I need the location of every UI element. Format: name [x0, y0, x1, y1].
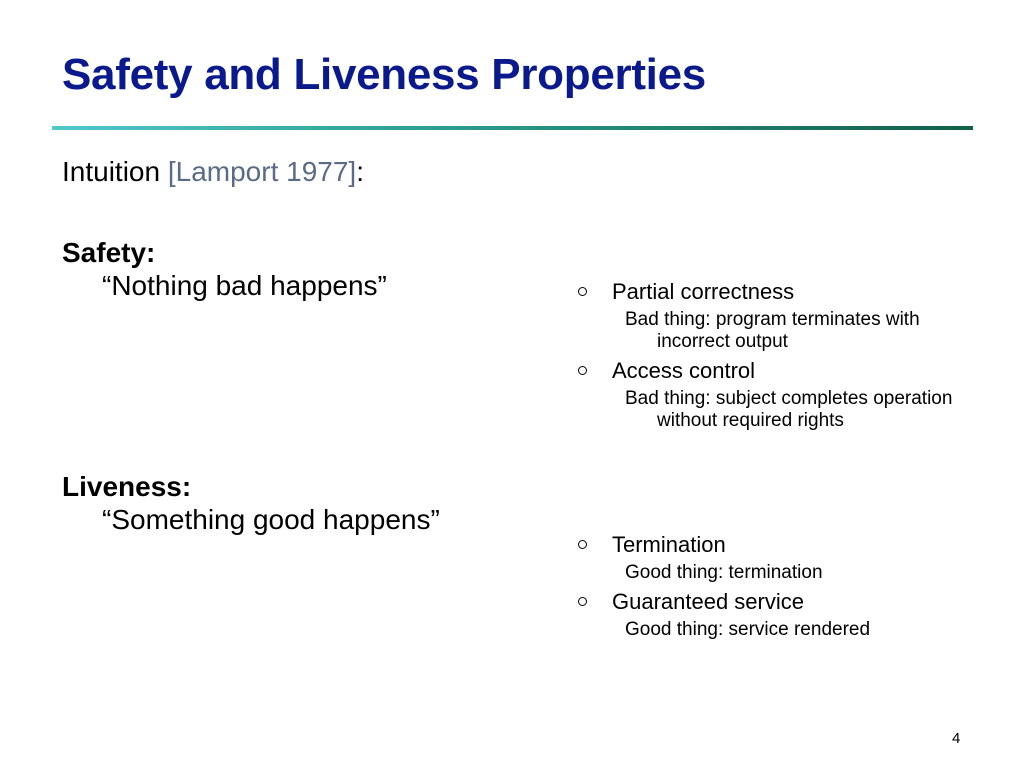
- example-name: Guaranteed service: [612, 589, 804, 614]
- list-item: [574, 278, 994, 305]
- liveness-quote: “Something good happens”: [102, 504, 440, 535]
- liveness-definition: [62, 470, 440, 536]
- list-item: [574, 588, 994, 615]
- liveness-examples: [574, 531, 994, 645]
- list-item: [574, 531, 994, 558]
- example-name: Termination: [612, 532, 726, 557]
- list-item: [574, 357, 994, 384]
- safety-definition: [62, 236, 387, 302]
- hollow-circle-bullet-icon: [578, 540, 587, 549]
- example-detail: Bad thing: subject completes operation without required rights: [625, 388, 953, 431]
- title-divider: [52, 126, 973, 130]
- example-name: Access control: [612, 358, 756, 383]
- hollow-circle-bullet-icon: [578, 287, 587, 296]
- intuition-colon: :: [356, 156, 364, 187]
- page-number: 4: [952, 730, 961, 747]
- liveness-heading: Liveness:: [62, 471, 192, 502]
- example-detail: Bad thing: program terminates with incorrect output: [625, 309, 920, 352]
- hollow-circle-bullet-icon: [578, 366, 587, 375]
- example-detail: Good thing: termination: [625, 562, 823, 583]
- slide-title: Safety and Liveness Properties: [62, 50, 706, 99]
- intuition-label: Intuition: [62, 156, 168, 187]
- hollow-circle-bullet-icon: [578, 597, 587, 606]
- citation: [Lamport 1977]: [167, 156, 357, 187]
- safety-quote: “Nothing bad happens”: [102, 270, 387, 301]
- example-detail: Good thing: service rendered: [625, 619, 871, 640]
- example-name: Partial correctness: [612, 279, 795, 304]
- intuition-line: [62, 156, 364, 188]
- safety-heading: Safety:: [62, 237, 156, 268]
- safety-examples: [574, 278, 994, 436]
